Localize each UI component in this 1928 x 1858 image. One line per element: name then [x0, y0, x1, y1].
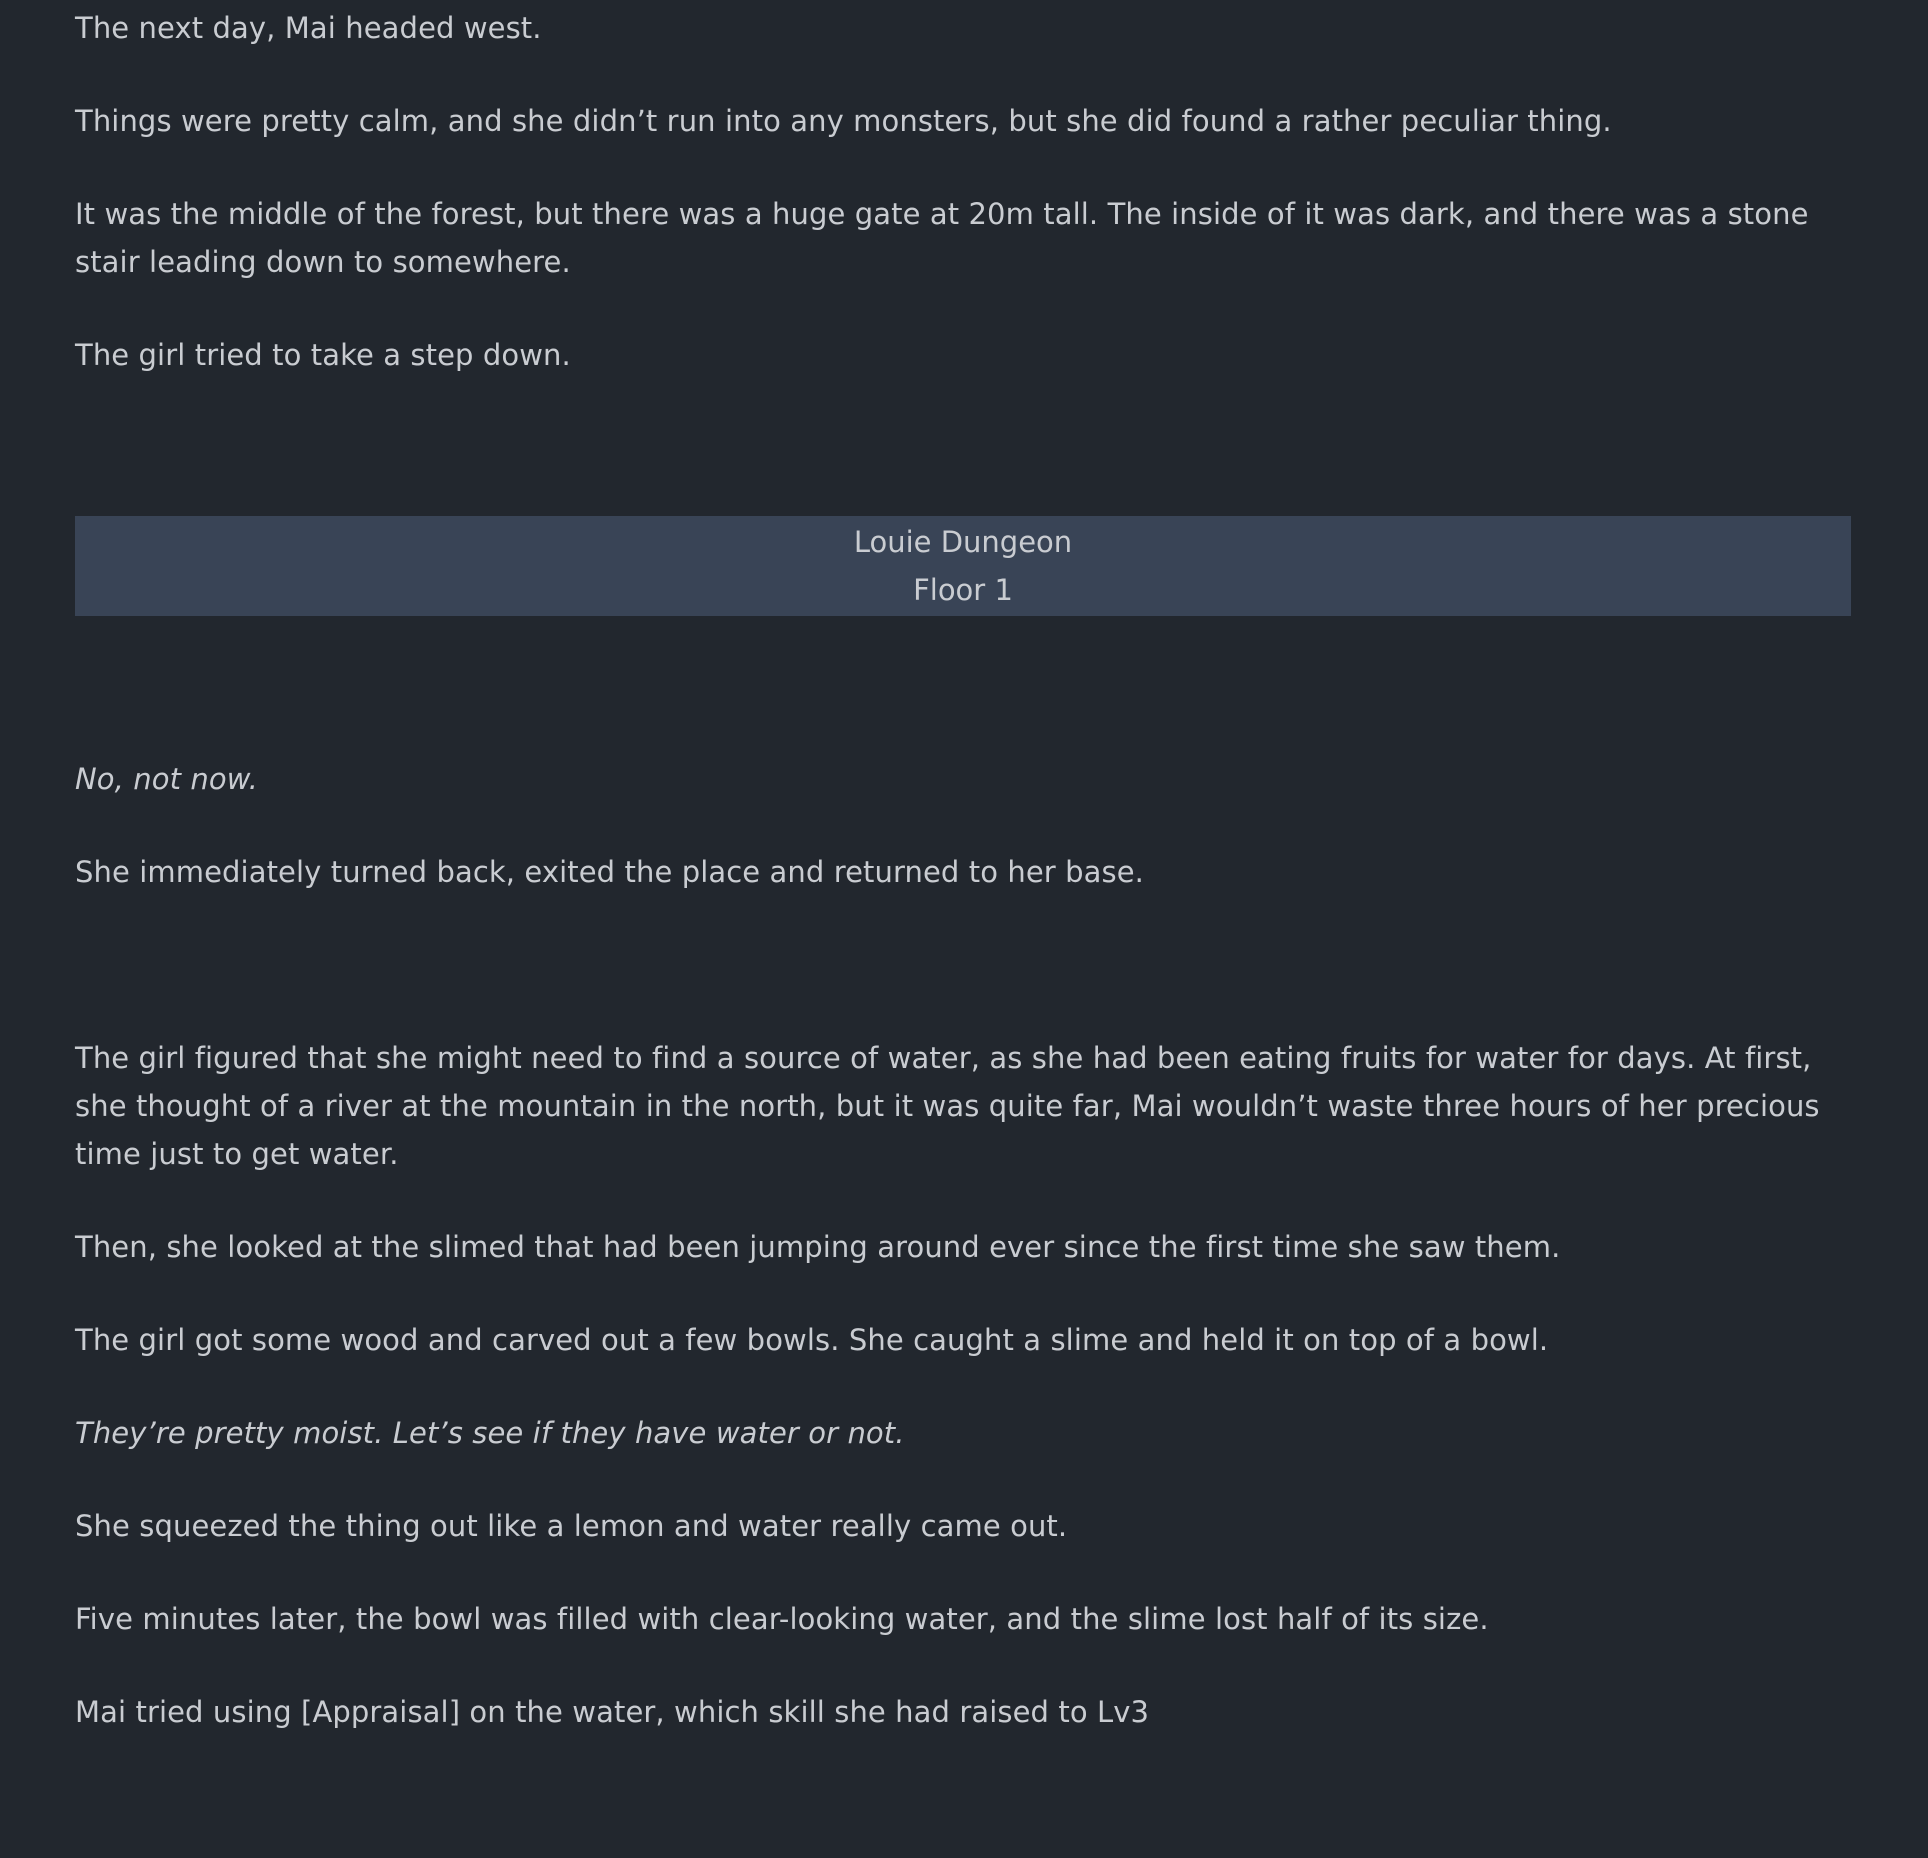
paragraph: The girl got some wood and carved out a few bowls. She caught a slime and held it on top of a bowl.	[75, 1323, 1549, 1357]
italic-thought: No, not now.	[75, 762, 258, 796]
dungeon-name: Louie Dungeon	[853, 525, 1073, 559]
paragraph: The girl figured that she might need to find a source of water, as she had been eating fruits for water for days. At first, she thought of a river at the mountain in the north, but it was quite far, Mai wouldn’t waste three hours of her precious time just to get water.	[75, 1041, 1820, 1171]
paragraph: The next day, Mai headed west.	[75, 11, 542, 45]
paragraph: She squeezed the thing out like a lemon and water really came out.	[75, 1509, 1068, 1543]
paragraph: Then, she looked at the slimed that had been jumping around ever since the first time she saw them.	[75, 1230, 1561, 1264]
paragraph: It was the middle of the forest, but there was a huge gate at 20m tall. The inside of it was dark, and there was a stone stair leading down to somewhere.	[75, 197, 1809, 279]
paragraph: The girl tried to take a step down.	[75, 338, 571, 372]
paragraph: Five minutes later, the bowl was filled with clear-looking water, and the slime lost half of its size.	[75, 1602, 1489, 1636]
paragraph: She immediately turned back, exited the place and returned to her base.	[75, 855, 1144, 889]
dungeon-title-box	[75, 516, 1851, 616]
paragraph: Mai tried using [Appraisal] on the water, which skill she had raised to Lv3	[75, 1695, 1150, 1729]
paragraph: Things were pretty calm, and she didn’t run into any monsters, but she did found a rather peculiar thing.	[75, 104, 1612, 138]
italic-thought: They’re pretty moist. Let’s see if they have water or not.	[75, 1416, 905, 1450]
dungeon-floor: Floor 1	[913, 573, 1013, 607]
